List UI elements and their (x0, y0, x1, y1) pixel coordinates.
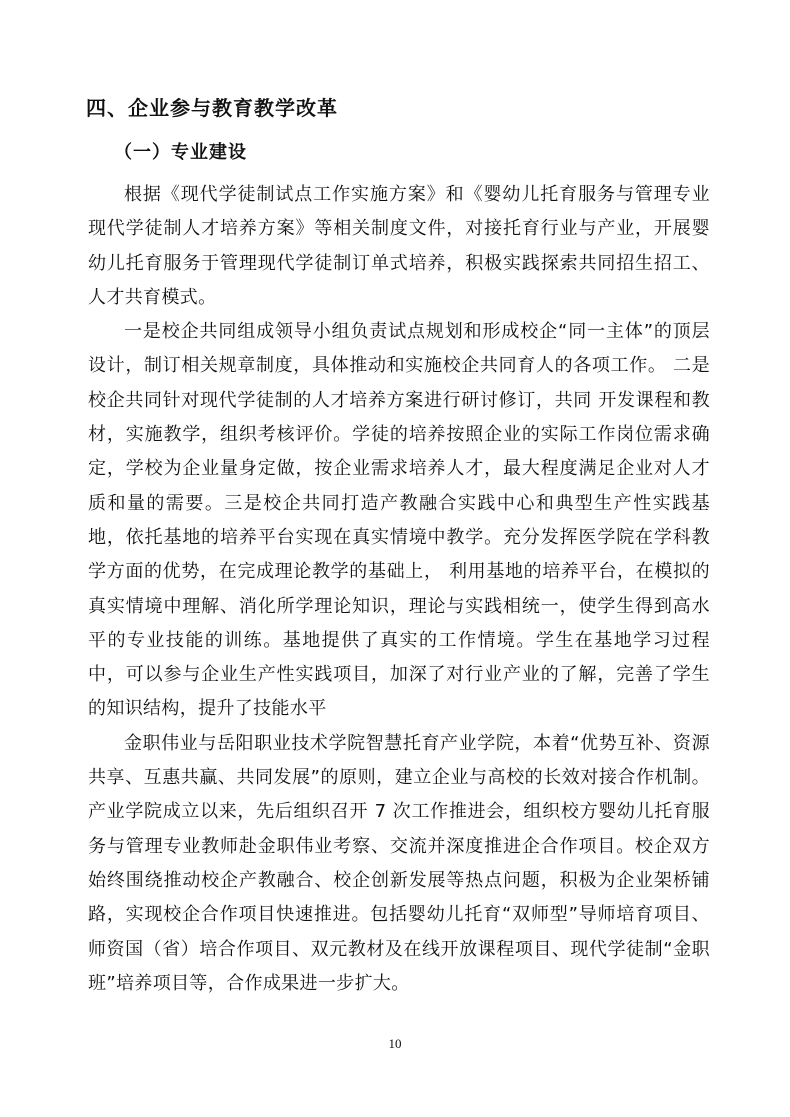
paragraph-measures: 一是校企共同组成领导小组负责试点规划和形成校企“同一主体”的顶层设计，制订相关规章制度，具体推动和实施校企共同育人的各项工作。 二是校企共同针对现代学徒制的人才培养方案进行研讨修订，共同 开发课程和教材，实施教学，组织考核评价。学徒的培养按照企业的实际工作岗位需求确定，学校为企业量身定做，按企业需求培养人才，最大程度满足企业对人才质和量的需要。三是校企共同打造产教融合实践中心和典型生产性实践基地，依托基地的培养平台实现在真实情境中教学。充分发挥医学院在学科教学方面的优势，在完成理论教学的基础上， 利用基地的培养平台，在模拟的真实情境中理解、消化所学理论知识，理论与实践相统一，使学生得到高水平的专业技能的训练。基地提供了真实的工作情境。学生在基地学习过程中，可以参与企业生产性实践项目，加深了对行业产业的了解，完善了学生的知识结构，提升了技能水平 (88, 321, 710, 720)
page-number: 10 (388, 1036, 402, 1051)
paragraph-industry-college: 金职伟业与岳阳职业技术学院智慧托育产业学院，本着“优势互补、资源共享、互惠共赢、共同发展”的原则，建立企业与高校的长效对接合作机制。产业学院成立以来，先后组织召开 7 次工作推进会，组织校方婴幼儿托育服务与管理专业教师赴金职伟业考察、交流并深度推进企合作项目。校企双方始终围绕推动校企产教融合、校企创新发展等热点问题，积极为企业架桥铺路，实现校企合作项目快速推进。包括婴幼儿托育“双师型”导师培育项目、师资国（省）培合作项目、双元教材及在线开放课程项目、现代学徒制“金职班”培养项目等，合作成果进一步扩大。 (88, 732, 710, 994)
body-text (88, 178, 710, 1001)
subsection-heading: （一）专业建设 (114, 142, 247, 163)
paragraph-basis: 根据《现代学徒制试点工作实施方案》和《婴幼儿托育服务与管理专业现代学徒制人才培养方案》等相关制度文件，对接托育行业与产业，开展婴幼儿托育服务于管理现代学徒制订单式培养，积极实践探索共同招生招工、人才共育模式。 (88, 184, 710, 308)
section-heading: 四、企业参与教育教学改革 (86, 96, 338, 120)
